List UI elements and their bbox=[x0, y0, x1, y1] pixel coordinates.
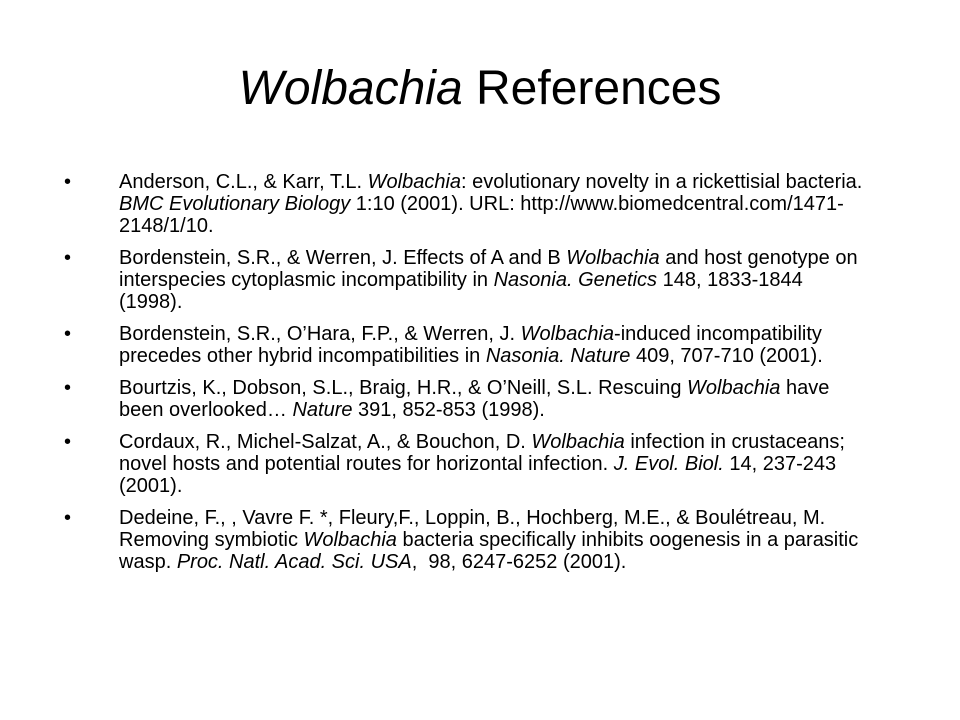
reference-segment: : evolutionary novelty in a rickettisial bacteria. bbox=[461, 171, 868, 193]
reference-italic-segment: Wolbachia bbox=[531, 431, 625, 453]
reference-segment: Bordenstein, S.R., O’Hara, F.P., & Werren, J. bbox=[119, 323, 521, 345]
reference-italic-segment: J. Evol. Biol. bbox=[613, 453, 724, 475]
bullet-icon: • bbox=[64, 247, 72, 269]
reference-segment: , 98, 6247-6252 (2001). bbox=[411, 551, 627, 573]
title-italic: Wolbachia bbox=[238, 62, 463, 115]
reference-text bbox=[119, 171, 868, 237]
reference-segment: 14, 237-243 (2001). bbox=[119, 453, 842, 497]
bullet-icon: • bbox=[64, 507, 72, 529]
reference-list bbox=[64, 171, 868, 583]
reference-segment: 409, 707-710 (2001). bbox=[630, 345, 823, 367]
reference-italic-segment: Wolbachia bbox=[303, 529, 397, 551]
reference-italic-segment: Genetics bbox=[578, 269, 658, 291]
bullet-icon: • bbox=[64, 431, 72, 453]
reference-italic-segment: Proc. Natl. Acad. Sci. USA bbox=[176, 551, 412, 573]
reference-item bbox=[64, 323, 864, 367]
reference-segment: Anderson, C.L., & Karr, T.L. bbox=[119, 171, 368, 193]
reference-italic-segment: Nasonia. bbox=[493, 269, 573, 291]
reference-segment: Bourtzis, K., Dobson, S.L., Braig, H.R., & O’Neill, S.L. Rescuing bbox=[119, 377, 687, 399]
bullet-icon: • bbox=[64, 171, 72, 193]
reference-text bbox=[119, 507, 864, 573]
reference-segment: and host genotype on interspecies cytoplasmic incompatibility in bbox=[119, 247, 864, 291]
reference-italic-segment: Wolbachia bbox=[367, 171, 462, 193]
reference-item bbox=[64, 247, 864, 313]
reference-segment: Dedeine, F., , Vavre F. *, Fleury,F., Loppin, B., Hochberg, M.E., & Boulétreau, M. Removing symbiotic bbox=[119, 507, 831, 551]
reference-item bbox=[64, 431, 864, 497]
reference-italic-segment: Nature bbox=[292, 399, 353, 421]
reference-italic-segment: Wolbachia bbox=[566, 247, 660, 269]
reference-segment: have been overlooked… bbox=[119, 377, 835, 421]
reference-italic-segment: BMC Evolutionary Biology bbox=[119, 193, 351, 215]
bullet-icon: • bbox=[64, 377, 72, 399]
reference-segment: 148, 1833-1844 (1998). bbox=[119, 269, 809, 313]
reference-italic-segment: Wolbachia bbox=[520, 323, 615, 345]
reference-segment: Bordenstein, S.R., & Werren, J. Effects of A and B bbox=[119, 247, 567, 269]
reference-segment: Cordaux, R., Michel-Salzat, A., & Bouchon, D. bbox=[119, 431, 532, 453]
reference-item bbox=[64, 171, 868, 237]
title-rest: References bbox=[462, 62, 722, 115]
reference-text bbox=[119, 323, 864, 367]
reference-segment: bacteria specifically inhibits oogenesis in a parasitic wasp. bbox=[119, 529, 864, 573]
page-title bbox=[0, 60, 960, 118]
reference-italic-segment: Nasonia. Nature bbox=[485, 345, 631, 367]
reference-segment: -induced incompatibility precedes other hybrid incompatibilities in bbox=[119, 323, 828, 367]
reference-italic-segment: Wolbachia bbox=[687, 377, 781, 399]
reference-text bbox=[119, 431, 864, 497]
reference-text bbox=[119, 247, 864, 313]
reference-item bbox=[64, 377, 864, 421]
reference-segment: 391, 852-853 (1998). bbox=[352, 399, 545, 421]
reference-segment: 1:10 (2001). URL: http://www.biomedcentral.com/1471-2148/1/10. bbox=[119, 193, 844, 237]
bullet-icon: • bbox=[64, 323, 72, 345]
reference-segment: infection in crustaceans; novel hosts and potential routes for horizontal infection. bbox=[119, 431, 851, 475]
reference-text bbox=[119, 377, 864, 421]
reference-item bbox=[64, 507, 864, 573]
